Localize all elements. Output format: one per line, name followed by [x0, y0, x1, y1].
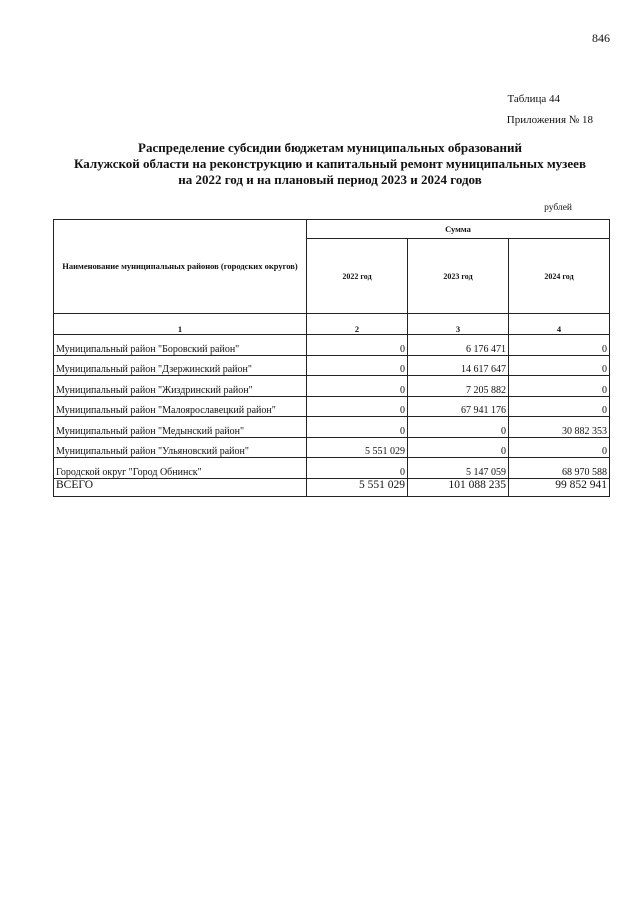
value-2024: 30 882 353: [509, 417, 610, 438]
value-2023: 5 147 059: [408, 458, 509, 479]
page-number: 846: [592, 31, 610, 45]
total-2024: 99 852 941: [509, 478, 610, 496]
value-2023: 0: [408, 437, 509, 458]
value-2024: 0: [509, 355, 610, 376]
table-row: [54, 458, 610, 479]
value-2024: 0: [509, 396, 610, 417]
value-2024: 0: [509, 335, 610, 356]
value-2023: 7 205 882: [408, 376, 509, 397]
district-name: Городской округ "Город Обнинск": [54, 458, 307, 479]
value-2022: 0: [307, 458, 408, 479]
value-2022: 0: [307, 417, 408, 438]
table-row: [54, 335, 610, 356]
value-2023: 14 617 647: [408, 355, 509, 376]
table-label: Таблица 44: [507, 93, 560, 105]
index-cell: 3: [408, 314, 509, 335]
units-label: рублей: [544, 203, 572, 213]
header-year: 2022 год: [307, 239, 408, 314]
header-year: 2023 год: [408, 239, 509, 314]
index-cell: 4: [509, 314, 610, 335]
table-row: [54, 376, 610, 397]
value-2023: 67 941 176: [408, 396, 509, 417]
header-name: Наименование муниципальных районов (городских округов): [54, 220, 307, 314]
value-2023: 0: [408, 417, 509, 438]
title-line: Калужской области на реконструкцию и капитальный ремонт муниципальных музеев: [74, 156, 586, 171]
title-line: Распределение субсидии бюджетам муниципальных образований: [138, 140, 522, 155]
table-row: [54, 355, 610, 376]
district-name: Муниципальный район "Медынский район": [54, 417, 307, 438]
value-2022: 0: [307, 376, 408, 397]
title-line: на 2022 год и на плановый период 2023 и 2024 годов: [178, 172, 482, 187]
header-sum: Сумма: [307, 220, 610, 239]
district-name: Муниципальный район "Дзержинский район": [54, 355, 307, 376]
district-name: Муниципальный район "Ульяновский район": [54, 437, 307, 458]
appendix-label: Приложения № 18: [506, 114, 593, 126]
district-name: Муниципальный район "Боровский район": [54, 335, 307, 356]
value-2022: 0: [307, 335, 408, 356]
value-2024: 0: [509, 437, 610, 458]
district-name: Муниципальный район "Малоярославецкий район": [54, 396, 307, 417]
table-row: [54, 396, 610, 417]
value-2023: 6 176 471: [408, 335, 509, 356]
table-row: [54, 437, 610, 458]
value-2022: 0: [307, 355, 408, 376]
total-row: [54, 478, 610, 496]
table-row: [54, 417, 610, 438]
value-2022: 0: [307, 396, 408, 417]
value-2022: 5 551 029: [307, 437, 408, 458]
total-label: ВСЕГО: [54, 478, 307, 496]
total-2023: 101 088 235: [408, 478, 509, 496]
header-year: 2024 год: [509, 239, 610, 314]
total-2022: 5 551 029: [307, 478, 408, 496]
value-2024: 68 970 588: [509, 458, 610, 479]
subsidy-table: [53, 219, 610, 497]
index-cell: 2: [307, 314, 408, 335]
index-cell: 1: [54, 314, 307, 335]
document-title: [40, 140, 620, 188]
district-name: Муниципальный район "Жиздринский район": [54, 376, 307, 397]
value-2024: 0: [509, 376, 610, 397]
